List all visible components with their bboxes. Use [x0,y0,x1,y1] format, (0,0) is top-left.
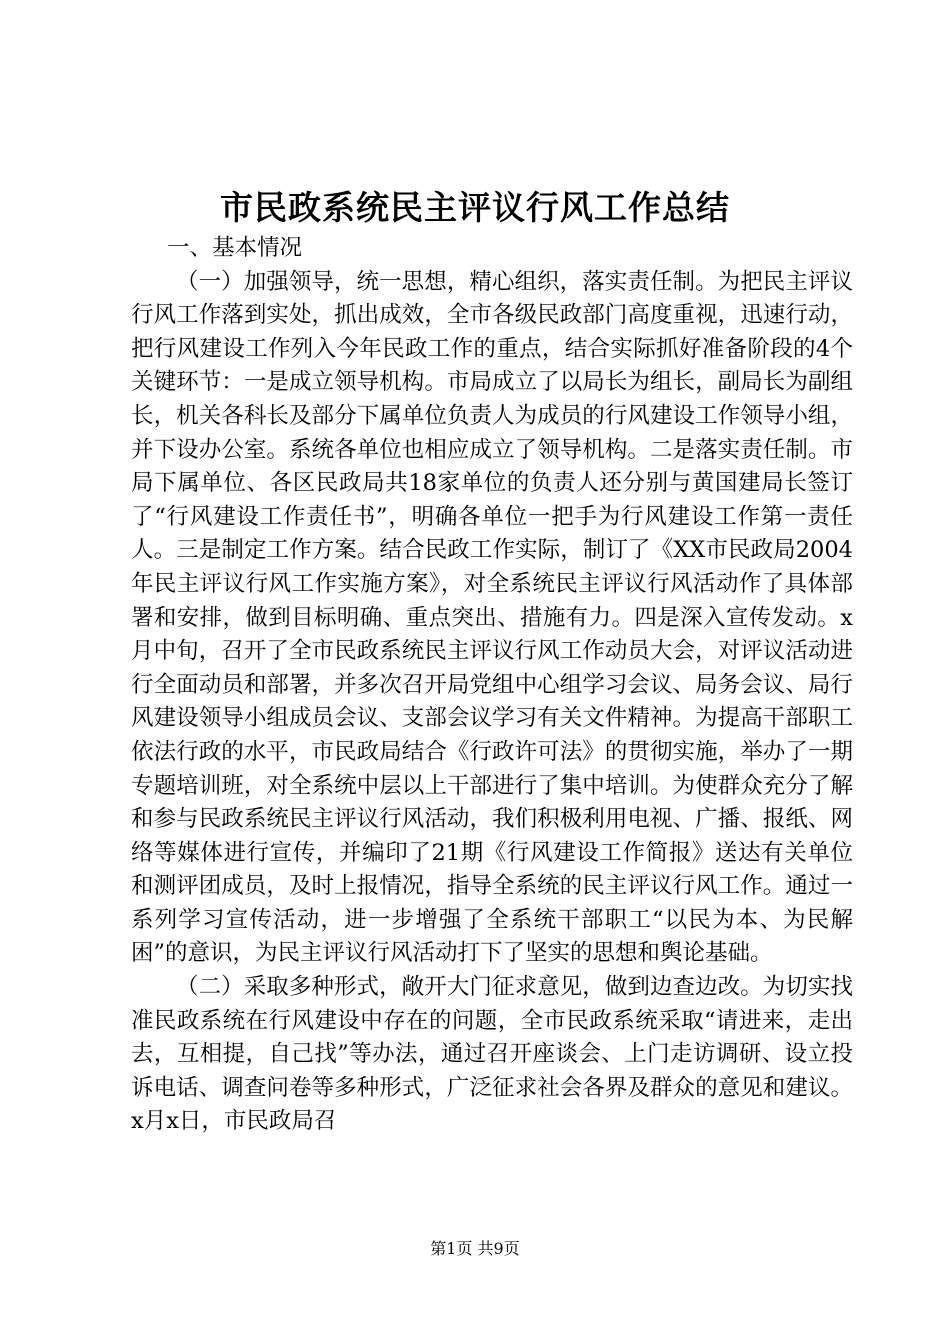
paragraph-1: （一）加强领导，统一思想，精心组织，落实责任制。为把民主评议行风工作落到实处，抓出成效，全市各级民政部门高度重视，迅速行动，把行风建设工作列入今年民政工作的重点，结合实际抓好准备阶段的4个关键环节：一是成立领导机构。市局成立了以局长为组长，副局长为副组长，机关各科长及部分下属单位负责人为成员的行风建设工作领导小组，并下设办公室。系统各单位也相应成立了领导机构。二是落实责任制。市局下属单位、各区民政局共18家单位的负责人还分别与黄国建局长签订了“行风建设工作责任书”，明确各单位一把手为行风建设工作第一责任人。三是制定工作方案。结合民政工作实际，制订了《XX市民政局2004年民主评议行风工作实施方案》，对全系统民主评议行风活动作了具体部署和安排，做到目标明确、重点突出、措施有力。四是深入宣传发动。x月中旬，召开了全市民政系统民主评议行风工作动员大会，对评议活动进行全面动员和部署，并多次召开局党组中心组学习会议、局务会议、局行风建设领导小组成员会议、支部会议学习有关文件精神。为提高干部职工依法行政的水平，市民政局结合《行政许可法》的贯彻实施，举办了一期专题培训班，对全系统中层以上干部进行了集中培训。为使群众充分了解和参与民政系统民主评议行风活动，我们积极利用电视、广播、报纸、网络等媒体进行宣传，并编印了21期《行风建设工作简报》送达有关单位和测评团成员，及时上报情况，指导全系统的民主评议行风工作。通过一系列学习宣传活动，进一步增强了全系统干部职工“以民为本、为民解困”的意识，为民主评议行风活动打下了坚实的思想和舆论基础。 [131,268,853,967]
section-heading: 一、基本情况 [167,235,303,261]
document-title: 市民政系统民主评议行风工作总结 [220,188,730,227]
page-number-footer: 第1页 共9页 [430,1239,520,1258]
paragraph-2: （二）采取多种形式，敞开大门征求意见，做到边查边改。为切实找准民政系统在行风建设中存在的问题，全市民政系统采取“请进来，走出去，互相提，自己找”等办法，通过召开座谈会、上门走访调研、设立投诉电话、调查问卷等多种形式，广泛征求社会各界及群众的意见和建议。x月x日，市民政局召 [131,974,853,1135]
document-body [131,232,853,1139]
